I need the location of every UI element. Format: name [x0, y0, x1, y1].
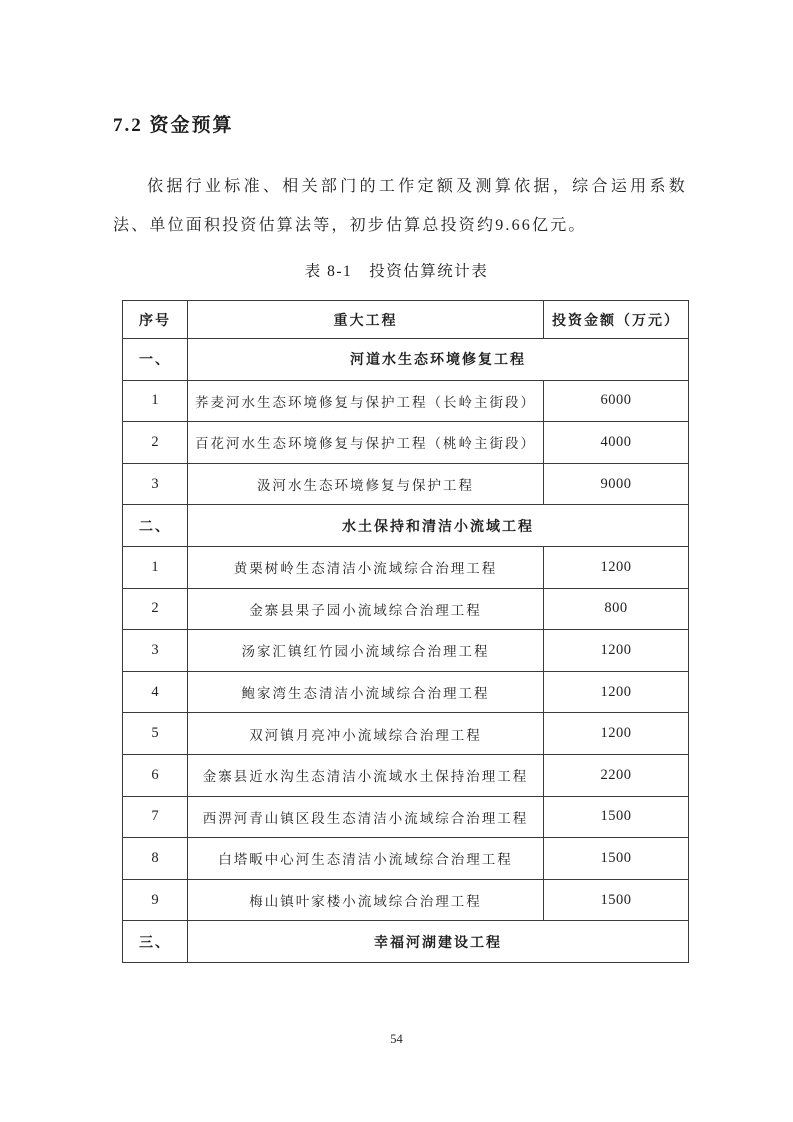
row-number-cell: 6: [123, 754, 188, 796]
amount-cell: 6000: [544, 380, 689, 422]
project-name-cell: 汲河水生态环境修复与保护工程: [188, 463, 544, 505]
section-title-cell: 水土保持和清洁小流域工程: [188, 505, 689, 547]
row-number-cell: 3: [123, 463, 188, 505]
project-name-cell: 西淠河青山镇区段生态清洁小流域综合治理工程: [188, 796, 544, 838]
amount-cell: 9000: [544, 463, 689, 505]
body-paragraph: 依据行业标准、相关部门的工作定额及测算依据，综合运用系数法、单位面积投资估算法等，初步估算总投资约9.66亿元。: [113, 178, 687, 234]
table-row: [123, 422, 689, 464]
table-row: [123, 671, 689, 713]
table-body: [123, 339, 689, 963]
table-row: [123, 713, 689, 755]
table-section-row: [123, 339, 689, 381]
project-name-cell: 黄栗树岭生态清洁小流域综合治理工程: [188, 546, 544, 588]
row-number-cell: 2: [123, 588, 188, 630]
amount-cell: 2200: [544, 754, 689, 796]
row-number-cell: 8: [123, 838, 188, 880]
row-number-cell: 3: [123, 630, 188, 672]
table-row: [123, 380, 689, 422]
amount-cell: 1200: [544, 546, 689, 588]
table-header-row: [123, 301, 689, 339]
row-number-cell: 2: [123, 422, 188, 464]
amount-cell: 4000: [544, 422, 689, 464]
amount-cell: 1200: [544, 713, 689, 755]
row-number-cell: 5: [123, 713, 188, 755]
amount-cell: 1200: [544, 671, 689, 713]
header-投资金额: 投资金额（万元）: [544, 301, 689, 339]
project-name-cell: 双河镇月亮冲小流域综合治理工程: [188, 713, 544, 755]
table-caption: 表 8-1 投资估算统计表: [304, 263, 489, 280]
project-name-cell: 梅山镇叶家楼小流域综合治理工程: [188, 879, 544, 921]
table-section-row: [123, 505, 689, 547]
table-row: [123, 546, 689, 588]
table-row: [123, 754, 689, 796]
row-number-cell: 4: [123, 671, 188, 713]
amount-cell: 1200: [544, 630, 689, 672]
section-heading: 7.2 资金预算: [113, 115, 234, 136]
table-row: [123, 588, 689, 630]
row-number-cell: 9: [123, 879, 188, 921]
header-序号: 序号: [123, 301, 188, 339]
section-title-cell: 河道水生态环境修复工程: [188, 339, 689, 381]
investment-estimate-table: [122, 300, 689, 963]
table-row: [123, 838, 689, 880]
table-row: [123, 630, 689, 672]
project-name-cell: 金寨县果子园小流域综合治理工程: [188, 588, 544, 630]
page-number: 54: [390, 1032, 403, 1046]
table-row: [123, 796, 689, 838]
project-name-cell: 金寨县近水沟生态清洁小流域水土保持治理工程: [188, 754, 544, 796]
section-title-cell: 幸福河湖建设工程: [188, 921, 689, 963]
project-name-cell: 汤家汇镇红竹园小流域综合治理工程: [188, 630, 544, 672]
section-number-cell: 一、: [123, 339, 188, 381]
project-name-cell: 荞麦河水生态环境修复与保护工程（长岭主街段）: [188, 380, 544, 422]
row-number-cell: 7: [123, 796, 188, 838]
row-number-cell: 1: [123, 380, 188, 422]
table-section-row: [123, 921, 689, 963]
amount-cell: 1500: [544, 838, 689, 880]
table-row: [123, 463, 689, 505]
table-row: [123, 879, 689, 921]
section-number-cell: 二、: [123, 505, 188, 547]
project-name-cell: 白塔畈中心河生态清洁小流域综合治理工程: [188, 838, 544, 880]
section-number-cell: 三、: [123, 921, 188, 963]
project-name-cell: 鲍家湾生态清洁小流域综合治理工程: [188, 671, 544, 713]
amount-cell: 800: [544, 588, 689, 630]
project-name-cell: 百花河水生态环境修复与保护工程（桃岭主街段）: [188, 422, 544, 464]
header-重大工程: 重大工程: [188, 301, 544, 339]
amount-cell: 1500: [544, 796, 689, 838]
table-header: [123, 301, 689, 339]
row-number-cell: 1: [123, 546, 188, 588]
amount-cell: 1500: [544, 879, 689, 921]
